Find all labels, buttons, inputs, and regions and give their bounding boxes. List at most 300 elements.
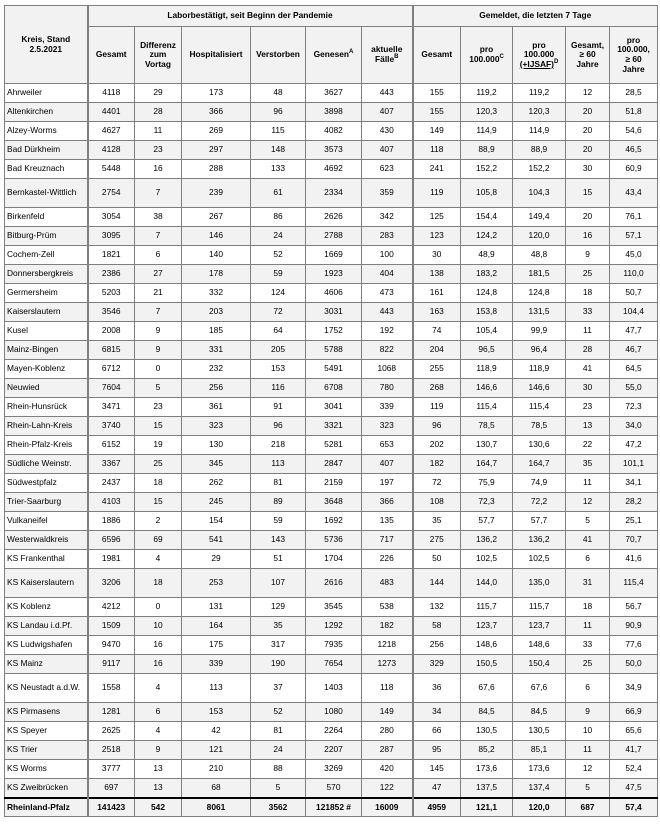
- cell-gesamt: 1886: [88, 512, 135, 531]
- cell-g60: 6: [566, 550, 610, 569]
- cell-w-gesamt: 161: [413, 284, 461, 303]
- cell-diff: 6: [135, 703, 182, 722]
- total-proc: 120,0: [513, 798, 566, 817]
- cell-name: KS Zweibrücken: [5, 779, 88, 799]
- cell-p60: 56,7: [610, 598, 658, 617]
- cell-diff: 19: [135, 436, 182, 455]
- cell-aktuell: 717: [362, 531, 413, 550]
- cell-pro: 118,9: [461, 360, 513, 379]
- cell-diff: 38: [135, 208, 182, 227]
- cell-verst: 148: [251, 141, 306, 160]
- cell-verst: 190: [251, 655, 306, 674]
- header-p60-line1: pro: [626, 34, 641, 45]
- cell-g60: 9: [566, 246, 610, 265]
- cell-hosp: 178: [182, 265, 251, 284]
- cell-hosp: 175: [182, 636, 251, 655]
- cell-genesen: 5281: [306, 436, 362, 455]
- cell-aktuell: 407: [362, 141, 413, 160]
- cell-name: Bad Dürkheim: [5, 141, 88, 160]
- cell-g60: 22: [566, 436, 610, 455]
- cell-proc: 120,3: [513, 103, 566, 122]
- cell-genesen: 1704: [306, 550, 362, 569]
- total-gesamt: 141423: [88, 798, 135, 817]
- cell-pro: 120,3: [461, 103, 513, 122]
- cell-verst: 115: [251, 122, 306, 141]
- cell-diff: 28: [135, 103, 182, 122]
- cell-gesamt: 9470: [88, 636, 135, 655]
- cell-aktuell: 197: [362, 474, 413, 493]
- cell-w-gesamt: 123: [413, 227, 461, 246]
- cell-hosp: 267: [182, 208, 251, 227]
- cell-w-gesamt: 202: [413, 436, 461, 455]
- table-row: [5, 655, 658, 674]
- cell-pro: 85,2: [461, 741, 513, 760]
- cell-gesamt: 3095: [88, 227, 135, 246]
- header-pro-100000-60: [610, 27, 658, 84]
- cell-gesamt: 1281: [88, 703, 135, 722]
- cell-genesen: 1692: [306, 512, 362, 531]
- cell-gesamt: 2437: [88, 474, 135, 493]
- cell-g60: 35: [566, 455, 610, 474]
- cell-proc: 78,5: [513, 417, 566, 436]
- cell-gesamt: 3740: [88, 417, 135, 436]
- cell-diff: 16: [135, 655, 182, 674]
- cell-name: KS Trier: [5, 741, 88, 760]
- cell-gesamt: 3777: [88, 760, 135, 779]
- header-hospitalisiert: Hospitalisiert: [182, 27, 251, 84]
- cell-aktuell: 483: [362, 569, 413, 598]
- cell-proc: 148,6: [513, 636, 566, 655]
- cell-diff: 9: [135, 322, 182, 341]
- cell-p60: 101,1: [610, 455, 658, 474]
- table-row: [5, 493, 658, 512]
- cell-diff: 25: [135, 455, 182, 474]
- cell-name: KS Pirmasens: [5, 703, 88, 722]
- cell-hosp: 288: [182, 160, 251, 179]
- cell-g60: 41: [566, 531, 610, 550]
- cell-gesamt: 1821: [88, 246, 135, 265]
- cell-gesamt: 5448: [88, 160, 135, 179]
- cell-w-gesamt: 132: [413, 598, 461, 617]
- cell-name: Germersheim: [5, 284, 88, 303]
- cell-proc: 130,6: [513, 436, 566, 455]
- cell-w-gesamt: 74: [413, 322, 461, 341]
- cell-hosp: 131: [182, 598, 251, 617]
- cell-pro: 183,2: [461, 265, 513, 284]
- total-hosp: 8061: [182, 798, 251, 817]
- cell-p60: 41,6: [610, 550, 658, 569]
- cell-proc: 99,9: [513, 322, 566, 341]
- cell-proc: 164,7: [513, 455, 566, 474]
- cell-w-gesamt: 255: [413, 360, 461, 379]
- cell-name: Mainz-Bingen: [5, 341, 88, 360]
- cell-pro: 150,5: [461, 655, 513, 674]
- cell-diff: 9: [135, 741, 182, 760]
- cell-name: Rhein-Pfalz-Kreis: [5, 436, 88, 455]
- cell-p60: 34,9: [610, 674, 658, 703]
- cell-name: KS Neustadt a.d.W.: [5, 674, 88, 703]
- cell-name: Rhein-Hunsrück: [5, 398, 88, 417]
- cell-gesamt: 3206: [88, 569, 135, 598]
- cell-genesen: 3627: [306, 84, 362, 103]
- cell-w-gesamt: 204: [413, 341, 461, 360]
- cell-gesamt: 4103: [88, 493, 135, 512]
- cell-name: Birkenfeld: [5, 208, 88, 227]
- cell-p60: 43,4: [610, 179, 658, 208]
- table-row: [5, 722, 658, 741]
- cell-hosp: 146: [182, 227, 251, 246]
- cell-genesen: 2626: [306, 208, 362, 227]
- table-row: [5, 474, 658, 493]
- table-row: [5, 103, 658, 122]
- cell-proc: 136,2: [513, 531, 566, 550]
- cell-verst: 24: [251, 741, 306, 760]
- cell-gesamt: 5203: [88, 284, 135, 303]
- cell-diff: 4: [135, 550, 182, 569]
- table-row: [5, 246, 658, 265]
- table-row: [5, 636, 658, 655]
- cell-aktuell: 182: [362, 617, 413, 636]
- cell-name: KS Landau i.d.Pf.: [5, 617, 88, 636]
- cell-proc: 146,6: [513, 379, 566, 398]
- cell-aktuell: 623: [362, 160, 413, 179]
- cell-g60: 20: [566, 208, 610, 227]
- cell-p60: 47,7: [610, 322, 658, 341]
- cell-proc: 104,3: [513, 179, 566, 208]
- cell-name: Donnersbergkreis: [5, 265, 88, 284]
- cell-pro: 119,2: [461, 84, 513, 103]
- cell-hosp: 332: [182, 284, 251, 303]
- cell-hosp: 323: [182, 417, 251, 436]
- cell-pro: 146,6: [461, 379, 513, 398]
- cell-proc: 130,5: [513, 722, 566, 741]
- cell-diff: 0: [135, 598, 182, 617]
- cell-verst: 116: [251, 379, 306, 398]
- cell-g60: 10: [566, 722, 610, 741]
- cell-w-gesamt: 119: [413, 179, 461, 208]
- cell-verst: 59: [251, 512, 306, 531]
- cell-pro: 124,8: [461, 284, 513, 303]
- table-row: [5, 741, 658, 760]
- cell-w-gesamt: 138: [413, 265, 461, 284]
- header-gesamt: Gesamt: [88, 27, 135, 84]
- cell-name: KS Ludwigshafen: [5, 636, 88, 655]
- header-genesen: [306, 27, 362, 84]
- cell-genesen: 2159: [306, 474, 362, 493]
- table-row: [5, 303, 658, 322]
- cell-g60: 20: [566, 141, 610, 160]
- header-p60-line2: 100.000,: [617, 44, 650, 55]
- cell-w-gesamt: 30: [413, 246, 461, 265]
- cell-verst: 61: [251, 179, 306, 208]
- cell-p60: 51,8: [610, 103, 658, 122]
- cell-verst: 64: [251, 322, 306, 341]
- cell-verst: 48: [251, 84, 306, 103]
- cell-hosp: 541: [182, 531, 251, 550]
- cell-proc: 150,4: [513, 655, 566, 674]
- cell-diff: 6: [135, 246, 182, 265]
- cell-gesamt: 4128: [88, 141, 135, 160]
- cell-genesen: 2616: [306, 569, 362, 598]
- cell-hosp: 42: [182, 722, 251, 741]
- cell-gesamt: 3546: [88, 303, 135, 322]
- cell-diff: 13: [135, 760, 182, 779]
- cell-verst: 59: [251, 265, 306, 284]
- cell-diff: 7: [135, 179, 182, 208]
- cell-proc: 118,9: [513, 360, 566, 379]
- cell-w-gesamt: 95: [413, 741, 461, 760]
- table-row: [5, 398, 658, 417]
- cell-g60: 20: [566, 122, 610, 141]
- cell-hosp: 366: [182, 103, 251, 122]
- cell-aktuell: 430: [362, 122, 413, 141]
- cell-name: KS Worms: [5, 760, 88, 779]
- cell-diff: 18: [135, 569, 182, 598]
- header-kreis-label: Kreis, Stand: [21, 33, 71, 44]
- cell-p60: 46,5: [610, 141, 658, 160]
- cell-verst: 91: [251, 398, 306, 417]
- cell-hosp: 253: [182, 569, 251, 598]
- table-row: [5, 208, 658, 227]
- cell-name: Cochem-Zell: [5, 246, 88, 265]
- cell-p60: 52,4: [610, 760, 658, 779]
- cell-aktuell: 420: [362, 760, 413, 779]
- cell-w-gesamt: 241: [413, 160, 461, 179]
- cell-aktuell: 407: [362, 455, 413, 474]
- cell-gesamt: 9117: [88, 655, 135, 674]
- cell-diff: 7: [135, 227, 182, 246]
- cell-hosp: 154: [182, 512, 251, 531]
- cell-hosp: 232: [182, 360, 251, 379]
- cell-genesen: 3321: [306, 417, 362, 436]
- cell-genesen: 3031: [306, 303, 362, 322]
- cell-genesen: 1752: [306, 322, 362, 341]
- cell-aktuell: 135: [362, 512, 413, 531]
- cell-w-gesamt: 275: [413, 531, 461, 550]
- header-differenz-line1: Differenz: [140, 39, 176, 50]
- cell-diff: 29: [135, 84, 182, 103]
- cell-diff: 13: [135, 779, 182, 799]
- cell-pro: 67,6: [461, 674, 513, 703]
- cell-aktuell: 443: [362, 303, 413, 322]
- cell-gesamt: 6815: [88, 341, 135, 360]
- table-row: [5, 227, 658, 246]
- cell-pro: 148,6: [461, 636, 513, 655]
- covid-statistics-table: [4, 5, 658, 817]
- header-group-laborbestaetigt: Laborbestätigt, seit Beginn der Pandemie: [88, 6, 413, 27]
- cell-gesamt: 2386: [88, 265, 135, 284]
- cell-pro: 105,8: [461, 179, 513, 208]
- cell-w-gesamt: 119: [413, 398, 461, 417]
- cell-name: Bernkastel-Wittlich: [5, 179, 88, 208]
- cell-aktuell: 822: [362, 341, 413, 360]
- cell-p60: 28,5: [610, 84, 658, 103]
- cell-pro: 115,7: [461, 598, 513, 617]
- cell-aktuell: 287: [362, 741, 413, 760]
- cell-name: Trier-Saarburg: [5, 493, 88, 512]
- cell-verst: 37: [251, 674, 306, 703]
- cell-hosp: 130: [182, 436, 251, 455]
- table-row: [5, 341, 658, 360]
- table-row: [5, 141, 658, 160]
- cell-diff: 23: [135, 398, 182, 417]
- cell-pro: 154,4: [461, 208, 513, 227]
- cell-verst: 51: [251, 550, 306, 569]
- cell-genesen: 4082: [306, 122, 362, 141]
- cell-proc: 137,4: [513, 779, 566, 799]
- header-differenz-line2: zum: [149, 49, 167, 60]
- cell-verst: 143: [251, 531, 306, 550]
- header-differenz: [135, 27, 182, 84]
- cell-w-gesamt: 58: [413, 617, 461, 636]
- cell-pro: 75,9: [461, 474, 513, 493]
- cell-w-gesamt: 149: [413, 122, 461, 141]
- cell-proc: 124,8: [513, 284, 566, 303]
- cell-proc: 88,9: [513, 141, 566, 160]
- cell-genesen: 1080: [306, 703, 362, 722]
- cell-pro: 124,2: [461, 227, 513, 246]
- cell-name: Alzey-Worms: [5, 122, 88, 141]
- cell-verst: 81: [251, 722, 306, 741]
- cell-g60: 33: [566, 303, 610, 322]
- cell-aktuell: 653: [362, 436, 413, 455]
- cell-p60: 90,9: [610, 617, 658, 636]
- cell-aktuell: 342: [362, 208, 413, 227]
- cell-name: Altenkirchen: [5, 103, 88, 122]
- cell-genesen: 4692: [306, 160, 362, 179]
- cell-aktuell: 473: [362, 284, 413, 303]
- cell-aktuell: 407: [362, 103, 413, 122]
- cell-w-gesamt: 182: [413, 455, 461, 474]
- cell-proc: 120,0: [513, 227, 566, 246]
- header-aktuelle-footnote: B: [394, 54, 399, 61]
- cell-gesamt: 4118: [88, 84, 135, 103]
- table-body: [5, 84, 658, 817]
- cell-genesen: 5491: [306, 360, 362, 379]
- cell-name: Kaiserslautern: [5, 303, 88, 322]
- cell-g60: 33: [566, 636, 610, 655]
- cell-pro: 130,5: [461, 722, 513, 741]
- cell-genesen: 3041: [306, 398, 362, 417]
- table-row: [5, 322, 658, 341]
- cell-name: Bad Kreuznach: [5, 160, 88, 179]
- cell-g60: 15: [566, 179, 610, 208]
- cell-w-gesamt: 145: [413, 760, 461, 779]
- cell-gesamt: 4212: [88, 598, 135, 617]
- total-pro: 121,1: [461, 798, 513, 817]
- cell-gesamt: 3367: [88, 455, 135, 474]
- cell-pro: 152,2: [461, 160, 513, 179]
- header-kreis-date: 2.5.2021: [29, 43, 63, 54]
- table-row: [5, 779, 658, 799]
- cell-proc: 119,2: [513, 84, 566, 103]
- table-row: [5, 284, 658, 303]
- cell-verst: 317: [251, 636, 306, 655]
- cell-verst: 52: [251, 246, 306, 265]
- cell-p60: 60,9: [610, 160, 658, 179]
- header-differenz-line3: Vortag: [145, 58, 171, 69]
- cell-hosp: 29: [182, 550, 251, 569]
- cell-name: KS Speyer: [5, 722, 88, 741]
- cell-w-gesamt: 66: [413, 722, 461, 741]
- table-row: [5, 436, 658, 455]
- header-pro-100000: [461, 27, 513, 84]
- cell-proc: 123,7: [513, 617, 566, 636]
- total-genesen: 121852 #: [306, 798, 362, 817]
- cell-w-gesamt: 108: [413, 493, 461, 512]
- header-proc-line2: 100.000: [523, 49, 555, 60]
- cell-w-gesamt: 118: [413, 141, 461, 160]
- cell-genesen: 1669: [306, 246, 362, 265]
- cell-name: Mayen-Koblenz: [5, 360, 88, 379]
- header-pro-line1: pro: [479, 44, 494, 55]
- cell-aktuell: 339: [362, 398, 413, 417]
- cell-w-gesamt: 155: [413, 103, 461, 122]
- cell-gesamt: 3471: [88, 398, 135, 417]
- header-proc-line1: pro: [532, 39, 546, 50]
- cell-p60: 41,7: [610, 741, 658, 760]
- cell-p60: 50,0: [610, 655, 658, 674]
- cell-proc: 152,2: [513, 160, 566, 179]
- cell-name: Neuwied: [5, 379, 88, 398]
- table-row: [5, 379, 658, 398]
- cell-p60: 54,6: [610, 122, 658, 141]
- cell-pro: 137,5: [461, 779, 513, 799]
- cell-hosp: 173: [182, 84, 251, 103]
- cell-pro: 57,7: [461, 512, 513, 531]
- cell-proc: 57,7: [513, 512, 566, 531]
- cell-w-gesamt: 329: [413, 655, 461, 674]
- table-row: [5, 265, 658, 284]
- cell-p60: 110,0: [610, 265, 658, 284]
- cell-g60: 18: [566, 598, 610, 617]
- cell-pro: 96,5: [461, 341, 513, 360]
- cell-p60: 66,9: [610, 703, 658, 722]
- cell-name: KS Kaiserslautern: [5, 569, 88, 598]
- cell-gesamt: 6596: [88, 531, 135, 550]
- cell-hosp: 140: [182, 246, 251, 265]
- cell-hosp: 121: [182, 741, 251, 760]
- cell-p60: 64,5: [610, 360, 658, 379]
- cell-diff: 9: [135, 341, 182, 360]
- cell-aktuell: 404: [362, 265, 413, 284]
- cell-w-gesamt: 96: [413, 417, 461, 436]
- cell-g60: 16: [566, 227, 610, 246]
- cell-gesamt: 2518: [88, 741, 135, 760]
- cell-genesen: 3545: [306, 598, 362, 617]
- cell-pro: 48,9: [461, 246, 513, 265]
- cell-genesen: 6708: [306, 379, 362, 398]
- cell-proc: 67,6: [513, 674, 566, 703]
- cell-proc: 84,5: [513, 703, 566, 722]
- table-row: [5, 703, 658, 722]
- cell-name: Bitburg-Prüm: [5, 227, 88, 246]
- cell-aktuell: 443: [362, 84, 413, 103]
- cell-g60: 11: [566, 322, 610, 341]
- cell-aktuell: 283: [362, 227, 413, 246]
- cell-hosp: 203: [182, 303, 251, 322]
- cell-pro: 136,2: [461, 531, 513, 550]
- cell-verst: 72: [251, 303, 306, 322]
- cell-gesamt: 4627: [88, 122, 135, 141]
- cell-diff: 21: [135, 284, 182, 303]
- cell-p60: 76,1: [610, 208, 658, 227]
- cell-diff: 69: [135, 531, 182, 550]
- cell-diff: 16: [135, 636, 182, 655]
- cell-genesen: 3898: [306, 103, 362, 122]
- header-aktuelle-faelle: [362, 27, 413, 84]
- cell-verst: 88: [251, 760, 306, 779]
